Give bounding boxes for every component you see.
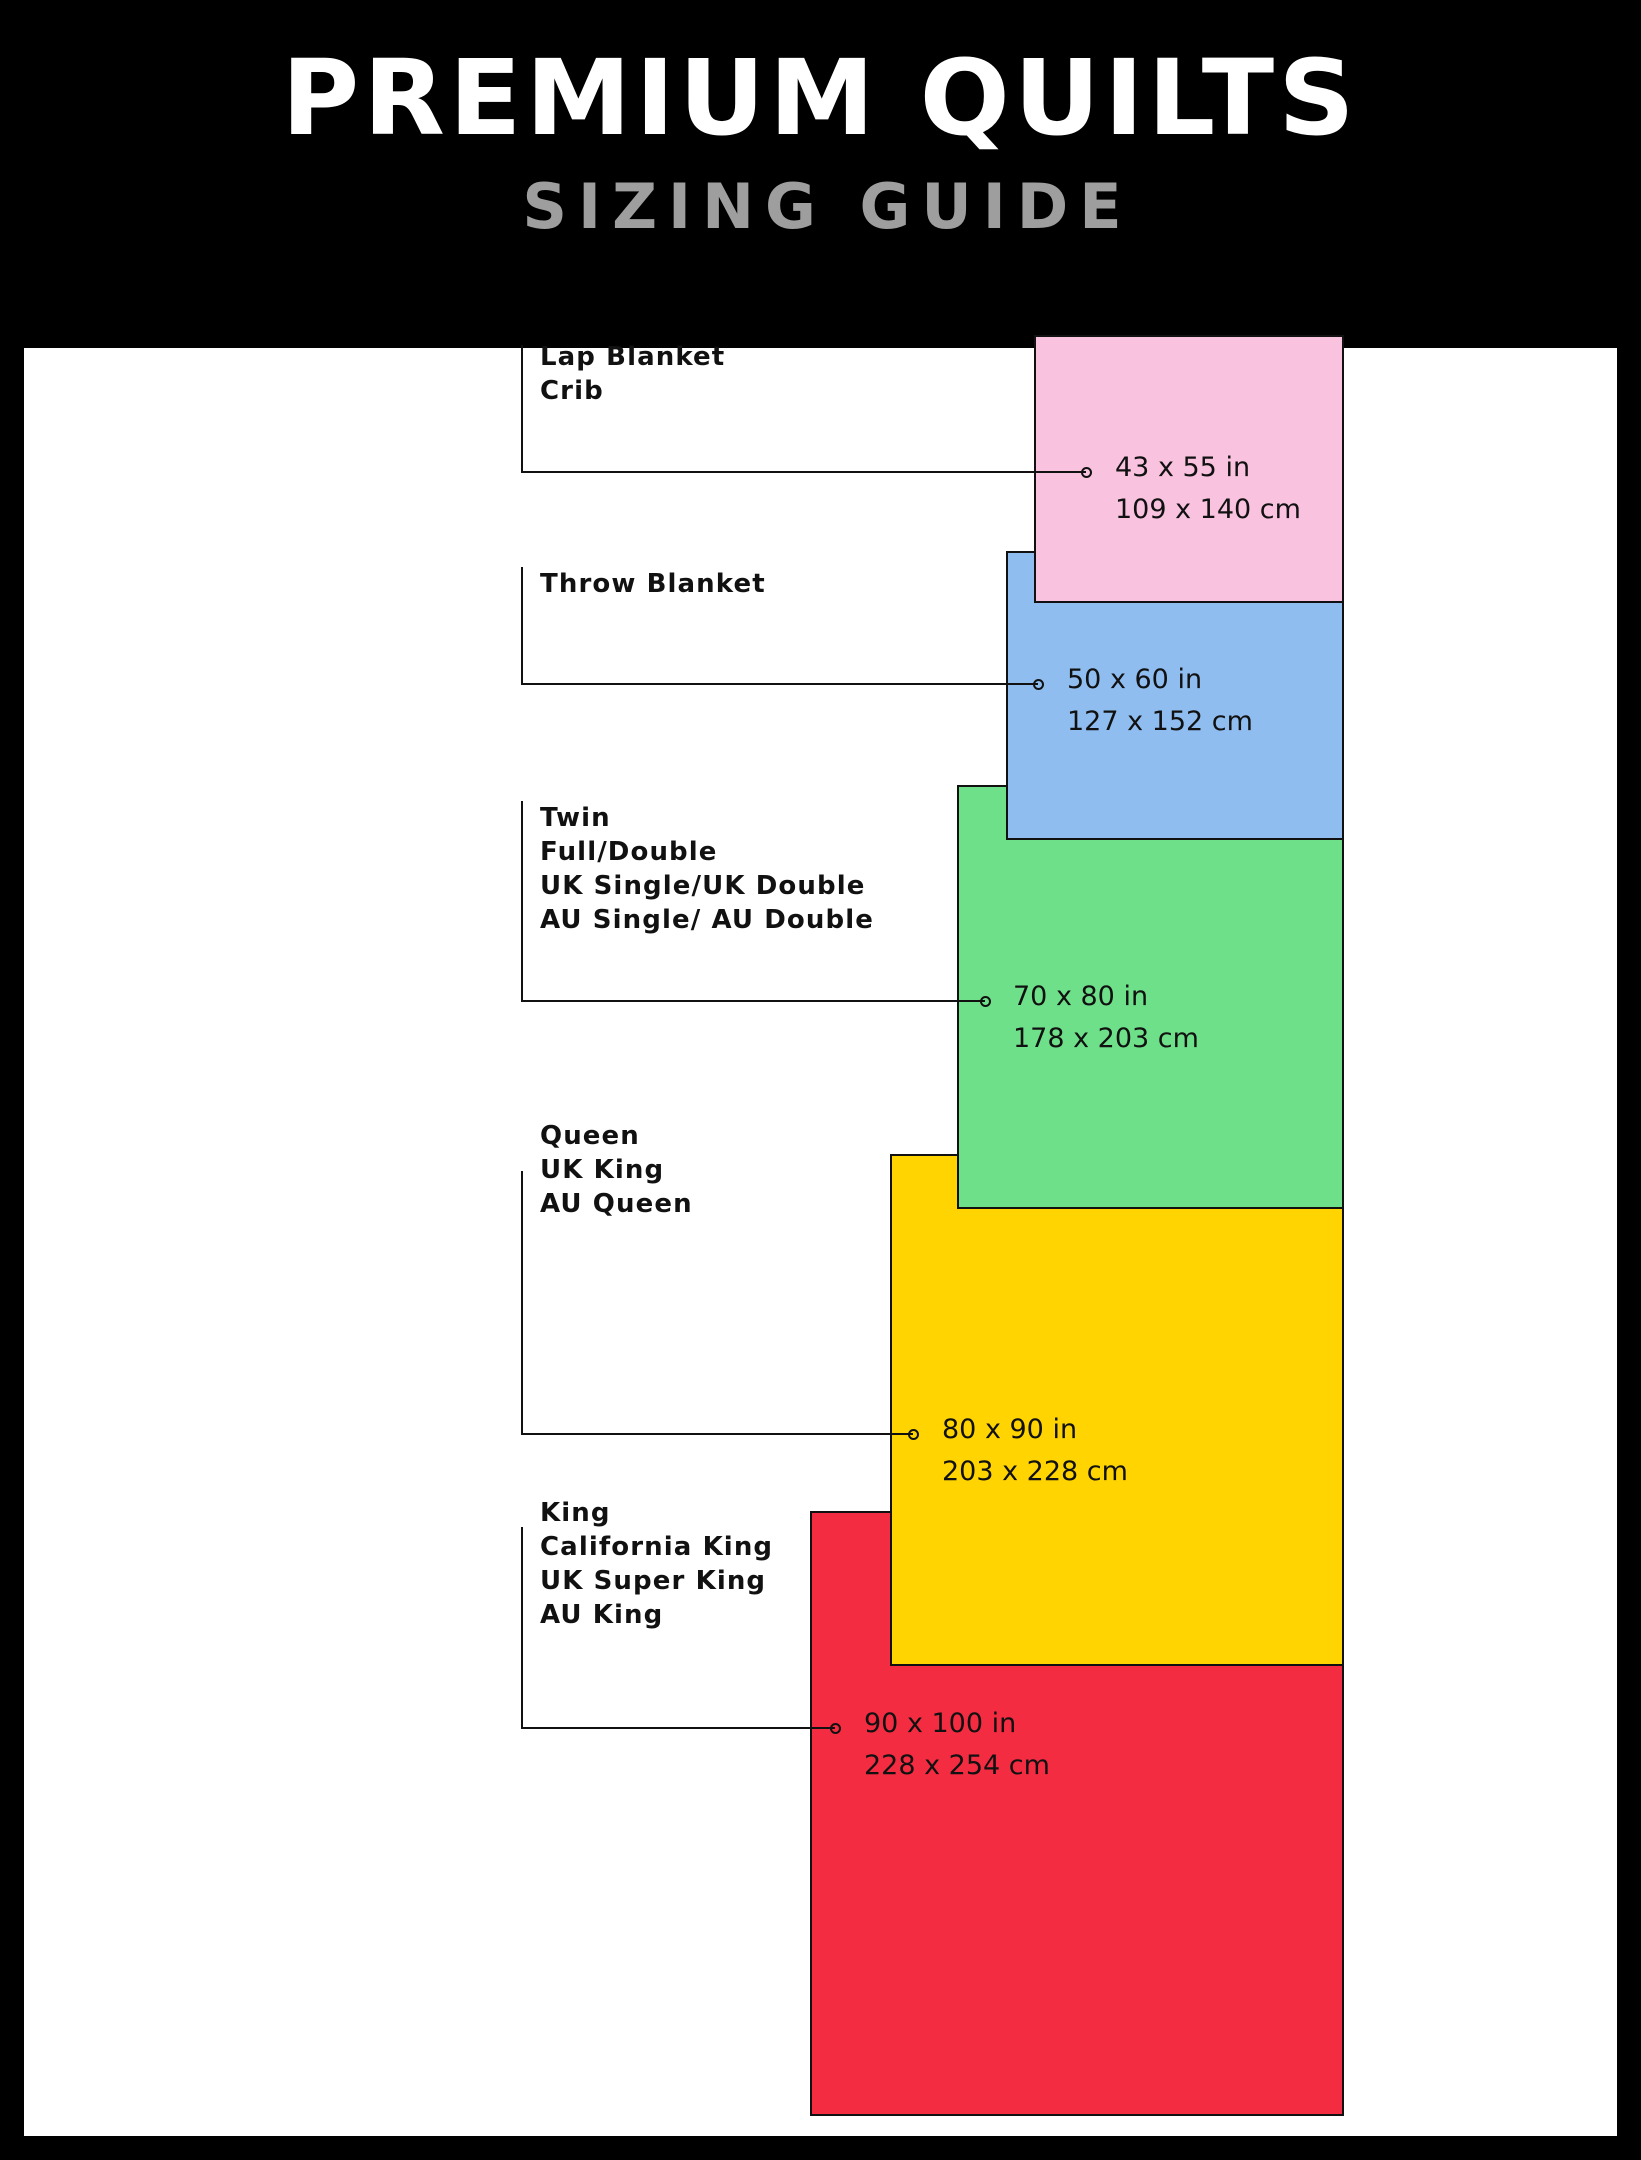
- dimension-label-twin-full: [1013, 976, 1199, 1060]
- leader-dot-twin-full: [980, 996, 991, 1007]
- category-label-throw: [540, 567, 766, 601]
- leader-dot-queen: [908, 1429, 919, 1440]
- category-label-line: Full/Double: [540, 837, 718, 867]
- dimension-cm: 178 x 203 cm: [1013, 1023, 1199, 1054]
- category-label-line: Throw Blanket: [540, 569, 766, 599]
- category-label-line: AU Single/ AU Double: [540, 905, 874, 935]
- page-title: PREMIUM QUILTS: [281, 37, 1360, 159]
- category-label-lap-crib: [540, 340, 725, 408]
- dimension-label-king: [864, 1703, 1050, 1787]
- category-label-line: Twin: [540, 803, 611, 833]
- category-label-line: Queen: [540, 1121, 640, 1151]
- dimension-inches: 43 x 55 in: [1115, 452, 1251, 483]
- category-label-twin-full: [540, 801, 874, 937]
- category-label-line: UK Single/UK Double: [540, 871, 866, 901]
- category-label-line: Lap Blanket: [540, 342, 726, 372]
- chart-canvas: [24, 342, 1617, 2136]
- dimension-inches: 90 x 100 in: [864, 1708, 1017, 1739]
- dimension-cm: 203 x 228 cm: [942, 1456, 1128, 1487]
- sizing-chart: [24, 342, 1617, 2136]
- dimension-cm: 127 x 152 cm: [1067, 706, 1253, 737]
- leader-dot-throw: [1033, 679, 1044, 690]
- category-label-line: California King: [540, 1532, 774, 1562]
- header-banner: [0, 0, 1641, 330]
- dimension-inches: 80 x 90 in: [942, 1414, 1078, 1445]
- dimension-inches: 50 x 60 in: [1067, 664, 1203, 695]
- category-label-line: King: [540, 1498, 611, 1528]
- category-label-line: AU Queen: [540, 1189, 693, 1219]
- dimension-inches: 70 x 80 in: [1013, 981, 1149, 1012]
- dimension-cm: 109 x 140 cm: [1115, 494, 1301, 525]
- category-label-line: Crib: [540, 376, 604, 406]
- leader-dot-lap-crib: [1081, 467, 1092, 478]
- category-label-line: AU King: [540, 1600, 664, 1630]
- category-label-line: UK Super King: [540, 1566, 767, 1596]
- dimension-label-lap-crib: [1115, 447, 1301, 531]
- dimension-label-queen: [942, 1409, 1128, 1493]
- category-label-queen: [540, 1119, 693, 1221]
- dimension-label-throw: [1067, 659, 1253, 743]
- category-label-king: [540, 1496, 773, 1632]
- category-label-line: UK King: [540, 1155, 665, 1185]
- dimension-cm: 228 x 254 cm: [864, 1750, 1050, 1781]
- leader-dot-king: [830, 1723, 841, 1734]
- page-subtitle: SIZING GUIDE: [522, 170, 1133, 243]
